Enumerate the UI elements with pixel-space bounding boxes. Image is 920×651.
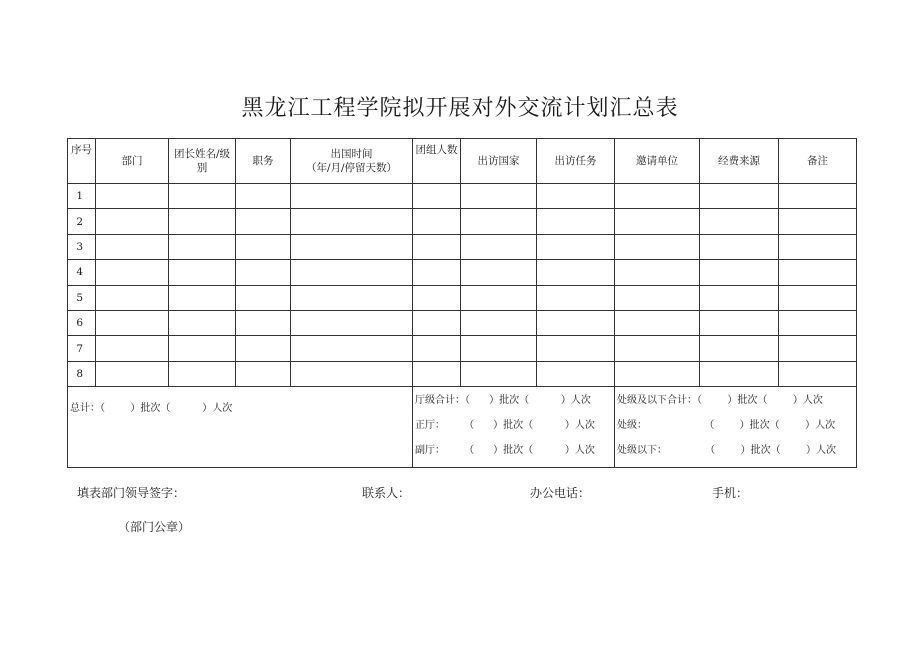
summary-bureau-total: 厅级合计：（ ）批次（ ）人次	[415, 395, 591, 407]
cell[interactable]	[537, 184, 615, 209]
summary-bureau-cell	[413, 387, 615, 468]
plan-table	[67, 138, 857, 468]
cell[interactable]	[700, 361, 779, 386]
row-number: 2	[68, 209, 96, 234]
header-time-line2: （年/月/停留天数）	[305, 162, 398, 174]
cell[interactable]	[413, 184, 461, 209]
cell[interactable]	[413, 310, 461, 335]
cell[interactable]	[96, 336, 169, 361]
cell[interactable]	[291, 209, 413, 234]
cell[interactable]	[700, 310, 779, 335]
summary-bureau-deputy: 副厅： （ ）批次（ ）人次	[415, 445, 595, 457]
cell[interactable]	[615, 310, 700, 335]
cell[interactable]	[461, 184, 537, 209]
cell[interactable]	[537, 209, 615, 234]
cell[interactable]	[700, 209, 779, 234]
cell[interactable]	[779, 184, 857, 209]
cell[interactable]	[96, 285, 169, 310]
cell[interactable]	[537, 336, 615, 361]
header-dept: 部门	[96, 139, 169, 184]
cell[interactable]	[779, 310, 857, 335]
cell[interactable]	[615, 285, 700, 310]
header-seq: 序号	[68, 139, 96, 184]
row-number: 3	[68, 234, 96, 259]
cell[interactable]	[169, 285, 236, 310]
mobile-label: 手机：	[712, 486, 749, 500]
cell[interactable]	[96, 184, 169, 209]
cell[interactable]	[615, 234, 700, 259]
cell[interactable]	[461, 234, 537, 259]
cell[interactable]	[779, 260, 857, 285]
cell[interactable]	[461, 260, 537, 285]
cell[interactable]	[537, 361, 615, 386]
cell[interactable]	[169, 260, 236, 285]
cell[interactable]	[291, 260, 413, 285]
cell[interactable]	[537, 260, 615, 285]
cell[interactable]	[169, 209, 236, 234]
seal-label: （部门公章）	[118, 520, 191, 534]
cell[interactable]	[779, 336, 857, 361]
cell[interactable]	[413, 361, 461, 386]
cell[interactable]	[236, 310, 291, 335]
cell[interactable]	[779, 285, 857, 310]
cell[interactable]	[169, 336, 236, 361]
header-count: 团组人数	[413, 139, 461, 184]
cell[interactable]	[96, 310, 169, 335]
cell[interactable]	[700, 285, 779, 310]
cell[interactable]	[413, 260, 461, 285]
cell[interactable]	[96, 234, 169, 259]
row-number: 5	[68, 285, 96, 310]
cell[interactable]	[615, 336, 700, 361]
summary-below-division: 处级以下： （ ）批次（ ）人次	[617, 445, 837, 457]
header-inviter: 邀请单位	[615, 139, 700, 184]
summary-total-cell	[68, 387, 413, 468]
cell[interactable]	[291, 336, 413, 361]
row-number: 7	[68, 336, 96, 361]
cell[interactable]	[96, 361, 169, 386]
table-row	[68, 234, 857, 259]
cell[interactable]	[615, 361, 700, 386]
table-row	[68, 361, 857, 386]
form-title: 黑龙江工程学院拟开展对外交流计划汇总表	[241, 96, 679, 121]
row-number: 6	[68, 310, 96, 335]
header-leader: 团长姓名/级别	[169, 139, 236, 184]
header-task: 出访任务	[537, 139, 615, 184]
header-time-line1: 出国时间	[330, 148, 373, 160]
cell[interactable]	[236, 209, 291, 234]
row-number: 8	[68, 361, 96, 386]
header-country: 出访国家	[461, 139, 537, 184]
cell[interactable]	[700, 184, 779, 209]
cell[interactable]	[779, 361, 857, 386]
table-row	[68, 285, 857, 310]
cell[interactable]	[413, 285, 461, 310]
cell[interactable]	[236, 184, 291, 209]
cell[interactable]	[461, 310, 537, 335]
cell[interactable]	[537, 234, 615, 259]
cell[interactable]	[779, 234, 857, 259]
office-phone-label: 办公电话：	[530, 486, 591, 500]
table-row	[68, 209, 857, 234]
summary-bureau-main: 正厅： （ ）批次（ ）人次	[415, 420, 595, 432]
cell[interactable]	[236, 234, 291, 259]
cell[interactable]	[413, 336, 461, 361]
contact-label: 联系人：	[362, 486, 411, 500]
cell[interactable]	[461, 285, 537, 310]
cell[interactable]	[615, 209, 700, 234]
cell[interactable]	[461, 361, 537, 386]
summary-total: 总计：（ ）批次（ ）人次	[70, 403, 233, 415]
table-row	[68, 310, 857, 335]
summary-division-total: 处级及以下合计：（ ）批次（ ）人次	[617, 395, 823, 407]
header-remarks: 备注	[779, 139, 857, 184]
header-time	[291, 139, 413, 184]
table-row	[68, 184, 857, 209]
row-number: 4	[68, 260, 96, 285]
cell[interactable]	[96, 209, 169, 234]
summary-row	[68, 387, 857, 468]
cell[interactable]	[615, 184, 700, 209]
cell[interactable]	[615, 260, 700, 285]
header-funding: 经费来源	[700, 139, 779, 184]
cell[interactable]	[236, 361, 291, 386]
cell[interactable]	[461, 209, 537, 234]
cell[interactable]	[236, 285, 291, 310]
cell[interactable]	[291, 361, 413, 386]
cell[interactable]	[537, 310, 615, 335]
cell[interactable]	[413, 234, 461, 259]
cell[interactable]	[291, 310, 413, 335]
cell[interactable]	[169, 361, 236, 386]
signature-label: 填表部门领导签字：	[77, 486, 186, 500]
cell[interactable]	[413, 209, 461, 234]
row-number: 1	[68, 184, 96, 209]
cell[interactable]	[537, 285, 615, 310]
cell[interactable]	[169, 310, 236, 335]
cell[interactable]	[169, 234, 236, 259]
table-header-row	[68, 139, 857, 184]
summary-division: 处级： （ ）批次（ ）人次	[617, 420, 836, 432]
cell[interactable]	[169, 184, 236, 209]
cell[interactable]	[236, 336, 291, 361]
table-row	[68, 260, 857, 285]
summary-division-cell	[615, 387, 857, 468]
cell[interactable]	[291, 234, 413, 259]
cell[interactable]	[700, 336, 779, 361]
cell[interactable]	[700, 234, 779, 259]
cell[interactable]	[236, 260, 291, 285]
cell[interactable]	[700, 260, 779, 285]
cell[interactable]	[96, 260, 169, 285]
table-row	[68, 336, 857, 361]
cell[interactable]	[779, 209, 857, 234]
cell[interactable]	[291, 184, 413, 209]
cell[interactable]	[461, 336, 537, 361]
cell[interactable]	[291, 285, 413, 310]
header-position: 职务	[236, 139, 291, 184]
